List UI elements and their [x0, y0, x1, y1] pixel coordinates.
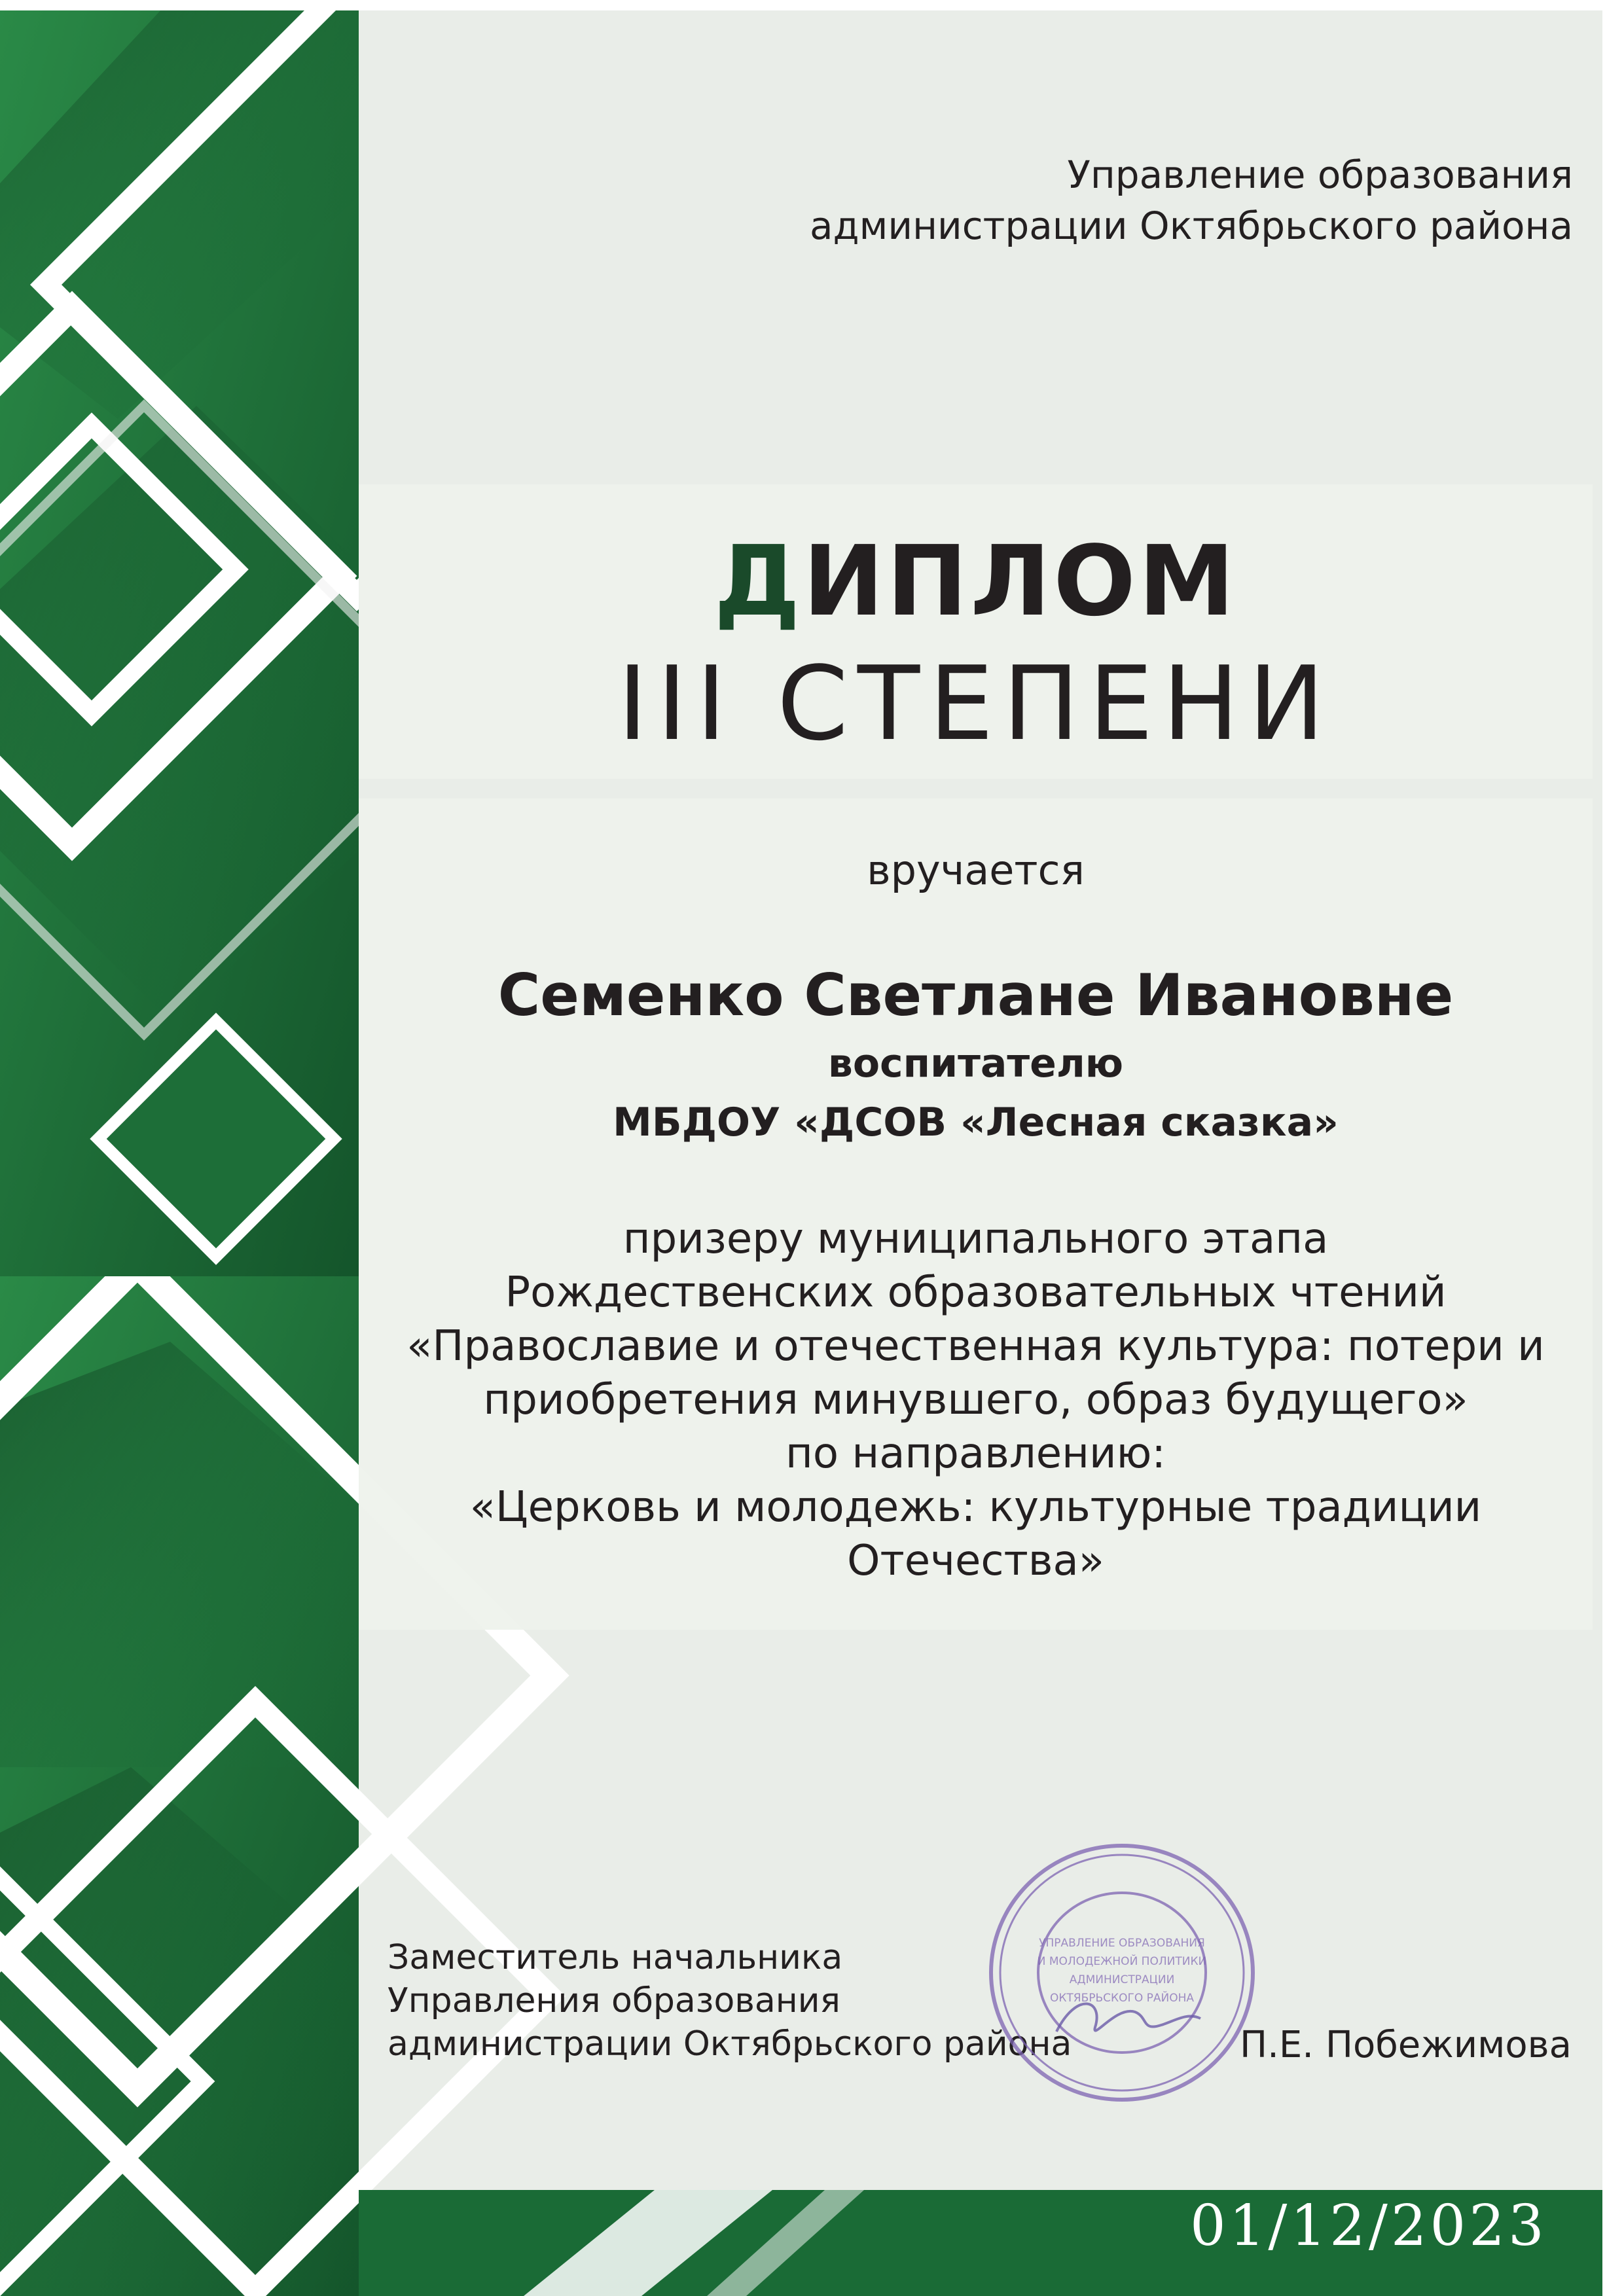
svg-text:АДМИНИСТРАЦИИ: АДМИНИСТРАЦИИ — [1069, 1973, 1175, 1986]
signer-title — [388, 1936, 1072, 2066]
diploma-title — [359, 525, 1593, 637]
svg-text:УПРАВЛЕНИЕ ОБРАЗОВАНИЯ: УПРАВЛЕНИЕ ОБРАЗОВАНИЯ — [1039, 1937, 1205, 1950]
award-line: «Православие и отечественная культура: потери и — [406, 1322, 1545, 1371]
awarded-label: вручается — [867, 846, 1085, 894]
signer-name: П.Е. Побежимова — [1240, 2024, 1572, 2066]
svg-text:И МОЛОДЕЖНОЙ ПОЛИТИКИ: И МОЛОДЕЖНОЙ ПОЛИТИКИ — [1037, 1955, 1207, 1968]
award-line: по направлению: — [785, 1429, 1166, 1478]
award-line: «Церковь и молодежь: культурные традиции — [469, 1483, 1482, 1532]
issuer-line-2: администрации Октябрьского района — [810, 204, 1573, 248]
official-stamp — [978, 1835, 1266, 2110]
issuer-header — [810, 149, 1573, 251]
award-line: Отечества» — [847, 1537, 1104, 1585]
diploma-degree: III СТЕПЕНИ — [617, 644, 1334, 763]
award-line: призеру муниципального этапа — [623, 1215, 1329, 1263]
recipient-name: Семенко Светлане Ивановне — [497, 961, 1454, 1029]
issue-date: 01/12/2023 — [1190, 2193, 1547, 2259]
signer-title-line: администрации Октябрьского района — [388, 2024, 1072, 2064]
award-line: приобретения минувшего, образ будущего» — [483, 1376, 1468, 1424]
diploma-title-rest: ИПЛОМ — [803, 525, 1238, 637]
award-line: Рождественских образовательных чтений — [505, 1268, 1447, 1317]
signer-title-line: Заместитель начальника — [388, 1938, 843, 1977]
diploma-title-first-letter: Д — [713, 525, 803, 637]
issuer-line-1: Управление образования — [1067, 152, 1573, 197]
recipient-position: воспитателю — [827, 1041, 1124, 1086]
recipient-organization: МБДОУ «ДСОВ «Лесная сказка» — [613, 1100, 1339, 1145]
award-description — [359, 1212, 1593, 1588]
signer-title-line: Управления образования — [388, 1981, 840, 2020]
svg-text:ОКТЯБРЬСКОГО РАЙОНА: ОКТЯБРЬСКОГО РАЙОНА — [1049, 1992, 1195, 2005]
